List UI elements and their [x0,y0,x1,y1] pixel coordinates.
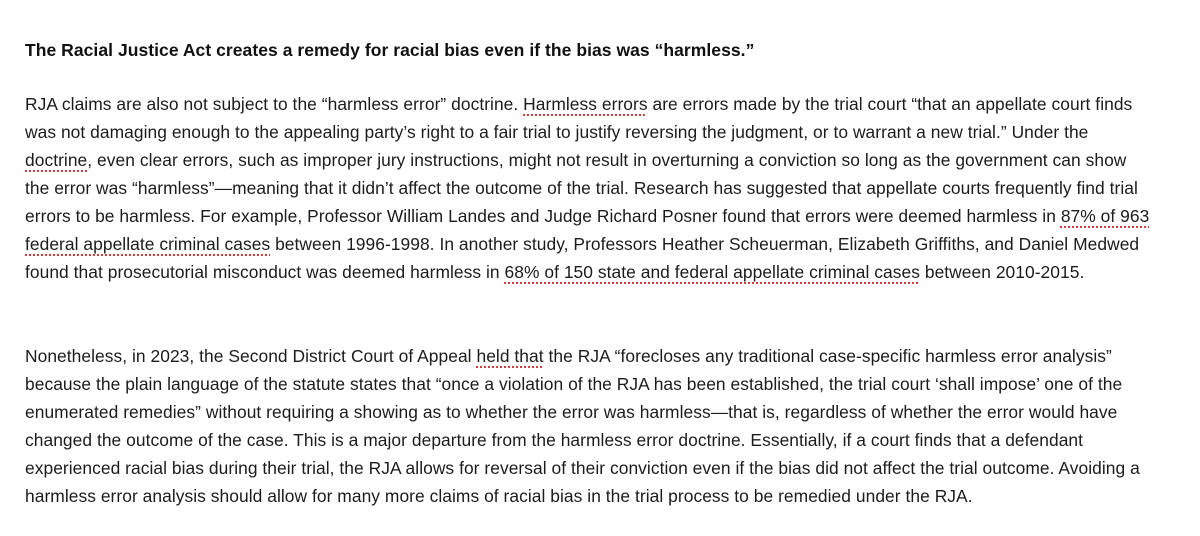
paragraph-harmless-error-doctrine [25,90,1155,286]
paragraph-text: RJA claims are also not subject to the “harmless error” doctrine. [25,94,524,114]
paragraph-text: the RJA “forecloses any traditional case-specific harmless error analysis” because the plain language of the statute states that “once a violation of the RJA has been established, the trial court ‘shall impose’ one of the enumerated remedies” without requiring a showing as to whether the error was harmless—that is, regardless of whether the error would have changed the outcome of the case. This is a major departure from the harmless error doctrine. Essentially, if a court finds that a defendant experienced racial bias during their trial, the RJA allows for reversal of their conviction even if the bias did not affect the trial outcome. Avoiding a harmless error analysis should allow for many more claims of racial bias in the trial process to be remedied under the RJA. [25,346,1140,506]
paragraph-text: between 1996-1998. In another study, Professors Heather Scheuerman, Elizabeth Griffiths, and Daniel Medwed found that prosecutorial misconduct was deemed harmless in [25,234,1140,282]
paragraph-text: are errors made by the trial court “that an appellate court finds was not damaging enough to the appealing party’s right to a fair trial to justify reversing the judgment, or to warrant a new trial.” Under the [25,94,1133,142]
paragraph-text: between 2010-2015. [919,262,1085,282]
link-68-percent-study[interactable]: 68% of 150 state and federal appellate criminal cases [504,262,920,282]
link-87-percent-study[interactable]: 87% of 963 federal appellate criminal cases [25,206,1150,254]
section-heading: The Racial Justice Act creates a remedy for racial bias even if the bias was “harmless.” [25,40,755,60]
link-harmless-errors[interactable]: Harmless errors [523,94,648,114]
link-held-that[interactable]: held that [476,346,544,366]
paragraph-text: Nonetheless, in 2023, the Second District Court of Appeal [25,346,477,366]
paragraph-text: , even clear errors, such as improper jury instructions, might not result in overturning a conviction so long as the government can show the error was “harmless”—meaning that it didn’t affect the outcome of the trial. Research has suggested that appellate courts frequently find trial errors to be harmless. For example, Professor William Landes and Judge Richard Posner found that errors were deemed harmless in [25,150,1138,226]
paragraph-court-of-appeal [25,342,1175,510]
link-doctrine[interactable]: doctrine [25,150,88,170]
